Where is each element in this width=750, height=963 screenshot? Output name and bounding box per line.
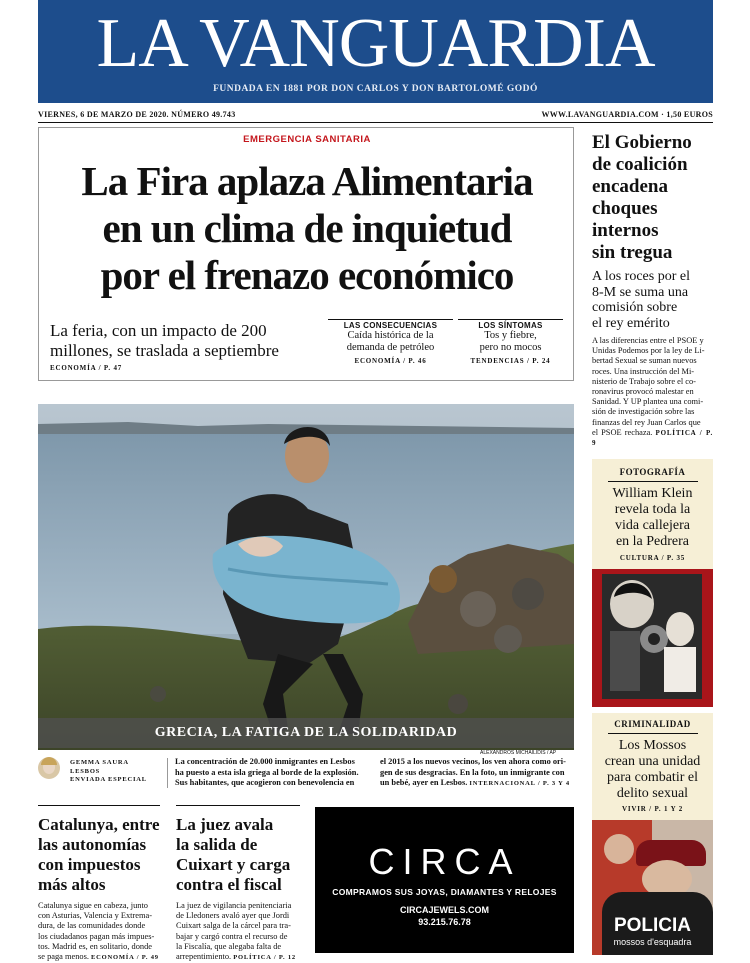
right-headline: El Gobierno de coalición encadena choques internos sin tregua <box>592 132 692 263</box>
byline-divider <box>167 758 168 788</box>
right-body: A las diferencias entre el PSOE y Unidas Podemos por la ley de Li- bertad Sexual se suman nuevos roces. Una instrucción del Mi- nisterio de Trabajo sobre el co- ronavirus provocó malestar en Sanidad. Y UP plantea una comi- sión de investigación sobre las finanzas del rey Juan Carlos que el PSOE rechaza. POLÍTICA / P. 9 <box>592 336 713 448</box>
ad-tagline: COMPRAMOS SUS JOYAS, DIAMANTES Y RELOJES <box>332 887 557 897</box>
photo-caption: GRECIA, LA FATIGA DE LA SOLIDARIDAD <box>38 718 574 748</box>
bottom1-story[interactable] <box>38 815 162 963</box>
photo-text-col2: el 2015 a los nuevos vecinos, los ven ahora como ori- gen de sus desgracias. En la foto, un inmigrante con un bebé, ayer en Lesbos. INTERNACIONAL / P. 3 Y 4 <box>380 757 570 787</box>
bottom2-ref: POLÍTICA / P. 12 <box>233 954 296 962</box>
right-story[interactable] <box>592 132 713 448</box>
ad-brand: CIRCA <box>368 841 521 882</box>
lead-subhead: La feria, con un impacto de 200 millones, se traslada a septiembre <box>50 321 279 360</box>
sidebar1-ref: CULTURA / P. 35 <box>619 554 686 562</box>
bottom1-rule <box>38 805 160 806</box>
circa-ad[interactable] <box>315 807 574 953</box>
masthead-founded: FUNDADA EN 1881 POR DON CARLOS Y DON BARTOLOMÉ GODÓ <box>213 84 538 94</box>
sidebar-photography[interactable] <box>592 459 713 569</box>
photo-text-ref: INTERNACIONAL / P. 3 Y 4 <box>469 780 570 787</box>
web-price: WWW.LAVANGUARDIA.COM · 1,50 EUROS <box>541 110 713 119</box>
masthead-logo: LA VANGUARDIA <box>96 5 655 82</box>
side1-ref: ECONOMÍA / P. 46 <box>354 357 427 365</box>
date-issue: VIERNES, 6 DE MARZO DE 2020. NÚMERO 49.743 <box>38 110 236 119</box>
side2-head: LOS SÍNTOMAS <box>478 321 543 330</box>
bottom1-body: Catalunya sigue en cabeza, junto con Asturias, Valencia y Extrema- dura, de las comunidades donde los ciudadanos pagan más impues- tos. Madrid es, en solitario, donde se paga menos. ECONOMÍA / P. 49 <box>38 901 159 962</box>
masthead <box>38 0 713 103</box>
dateline-rule <box>38 122 713 123</box>
byline <box>70 759 147 785</box>
dateline <box>38 110 713 119</box>
photo-credit: ALEXANDROS MICHAILIDIS / AP <box>480 750 557 756</box>
lead-kicker: EMERGENCIA SANITARIA <box>243 134 371 145</box>
side1-text: Caída histórica de la demanda de petróleo <box>346 330 435 353</box>
sidebar1-kicker: FOTOGRAFÍA <box>619 467 686 477</box>
bottom2-body: La juez de vigilancia penitenciaria de Lledoners avaló ayer que Jordi Cuixart salga de la cárcel para tra- bajar y cargó contra el recurso de la Fiscalía, que alegaba falta de arrepentimiento. POLÍTICA / P. 12 <box>176 901 296 962</box>
bottom2-rule <box>176 805 300 806</box>
bottom2-headline: La juez avala la salida de Cuixart y carga contra el fiscal <box>176 815 291 894</box>
byline-place: LESBOS <box>70 767 101 775</box>
bottom1-headline: Catalunya, entre las autonomías con impuestos más altos <box>38 815 160 894</box>
migrant-photo <box>38 404 574 750</box>
sidebar2-ref: VIVIR / P. 1 Y 2 <box>621 805 684 813</box>
byline-name: GEMMA SAURA <box>70 759 129 766</box>
byline-role: ENVIADA ESPECIAL <box>70 776 147 783</box>
sidebar1-rule <box>608 481 698 482</box>
lead-story[interactable] <box>38 127 574 381</box>
lead-ref: ECONOMÍA / P. 47 <box>50 364 123 372</box>
police-label: POLICIA <box>613 915 692 936</box>
lead-headline: La Fira aplaza Alimentaria en un clima de inquietud por el frenazo económico <box>81 158 533 298</box>
main-photo[interactable] <box>38 404 574 750</box>
sidebar2-rule <box>608 733 698 734</box>
bottom2-story[interactable] <box>176 815 304 963</box>
side1-head: LAS CONSECUENCIAS <box>343 321 438 330</box>
right-subhead: A los roces por el 8-M se suma una comisión sobre el rey emérito <box>592 269 690 331</box>
sidebar-criminality[interactable] <box>592 713 713 820</box>
author-avatar <box>38 757 60 779</box>
lead-side1[interactable] <box>328 321 453 365</box>
sidebar2-kicker: CRIMINALIDAD <box>614 719 691 729</box>
side2-rule <box>458 319 563 320</box>
photo-text-col1: La concentración de 20.000 inmigrantes en Lesbos ha puesto a esta isla griega al borde de la explosión. Sus habitantes, que acogieron con benevolencia en <box>175 757 359 787</box>
lead-side2[interactable] <box>453 321 568 365</box>
side2-text: Tos y fiebre, pero no mocos <box>479 330 542 353</box>
bottom1-ref: ECONOMÍA / P. 49 <box>91 954 159 962</box>
side1-rule <box>328 319 453 320</box>
sidebar1-headline: William Klein revela toda la vida callejera en la Pedrera <box>612 486 693 549</box>
police-sublabel: mossos d'esquadra <box>613 937 692 947</box>
sidebar2-headline: Los Mossos crean una unidad para combatir el delito sexual <box>604 738 701 801</box>
ad-phone: 93.215.76.78 <box>418 917 471 927</box>
ad-web[interactable]: CIRCAJEWELS.COM <box>399 905 489 915</box>
klein-photo <box>592 569 713 707</box>
side2-ref: TENDENCIAS / P. 24 <box>470 357 551 365</box>
police-photo <box>592 820 713 955</box>
right-ref: POLÍTICA / P. 9 <box>592 428 713 448</box>
